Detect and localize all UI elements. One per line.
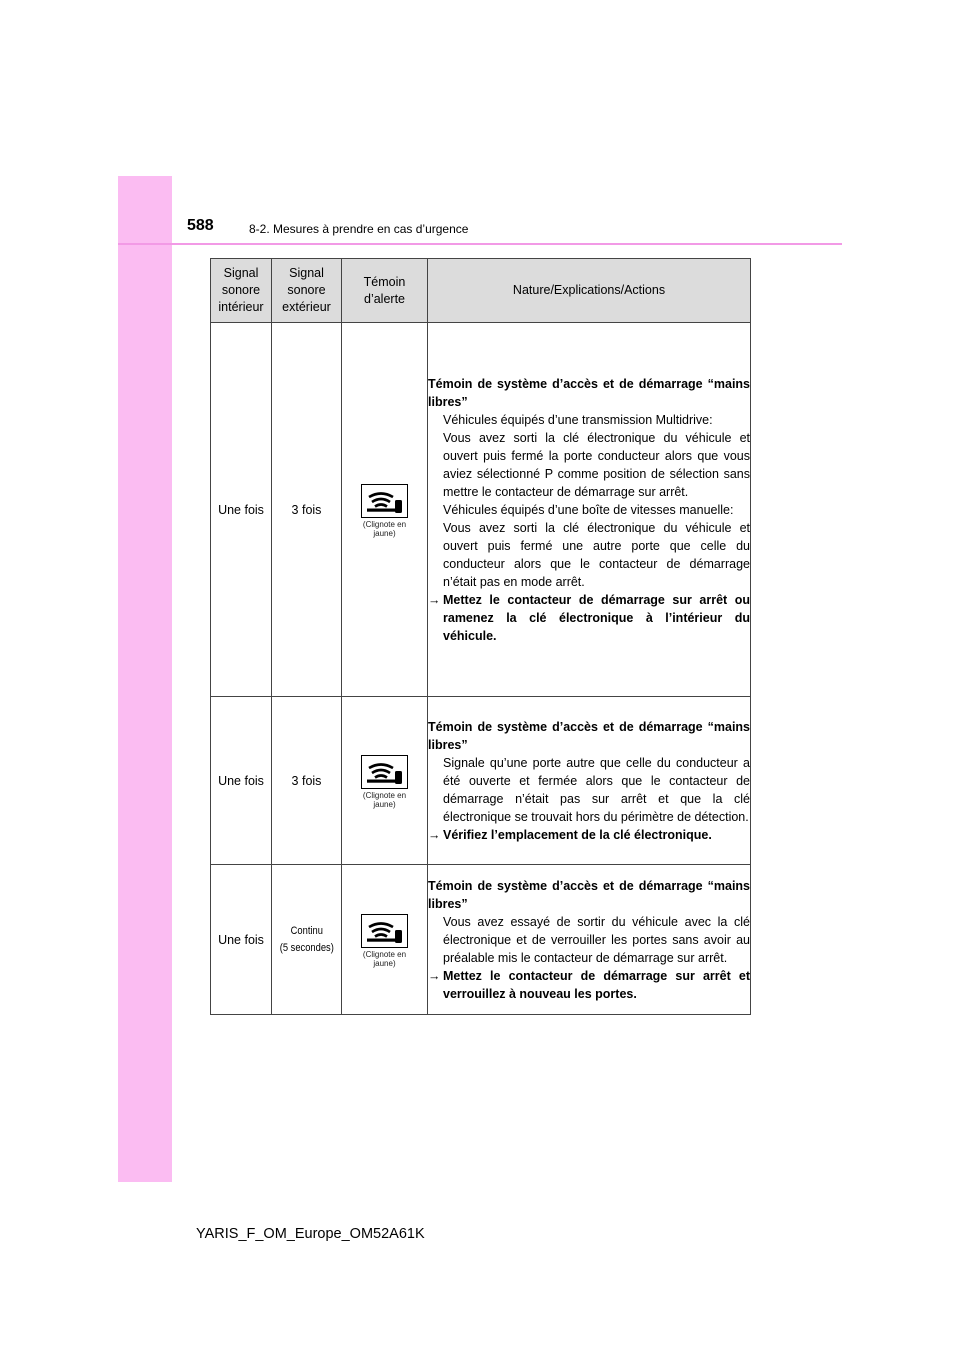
action-text: Mettez le contacteur de démarrage sur arrêt et verrouillez à nouveau les portes. (443, 968, 750, 1001)
detail-line: Véhicules équipés d’une transmission Multidrive: (443, 412, 713, 427)
caption-text: jaune) (373, 799, 396, 809)
caption-text: (Clignote en (362, 949, 407, 959)
header-text: d’alerte (364, 291, 405, 306)
header-warning-light (342, 259, 428, 323)
exterior-text-line: Continu (290, 924, 323, 937)
detail-line: Signale qu’une porte autre que celle du conducteur a été ouverte et fermée alors que le contacteur de démarrage n’était pas sur arrêt et que la clé électronique se trouvait hors du périmètre de détection. (443, 755, 750, 824)
arrow-icon: → (428, 968, 441, 983)
exterior-buzzer-text (279, 923, 333, 957)
smart-key-warning-icon (361, 755, 408, 789)
warning-buzzer-table (210, 258, 751, 1015)
exterior-buzzer-cell: 3 fois (272, 323, 342, 697)
row-title: Témoin de système d’accès et de démarrage “mains libres” (428, 878, 750, 911)
exterior-buzzer-cell (272, 865, 342, 1015)
header-text: sonore (221, 283, 261, 297)
action-line (428, 591, 750, 645)
interior-buzzer-cell: Une fois (211, 697, 272, 865)
header-text: Signal (289, 266, 324, 280)
caption-text: jaune) (373, 958, 396, 968)
header-interior-buzzer (211, 259, 272, 323)
chapter-title: 8-2. Mesures à prendre en cas d’urgence (249, 222, 469, 236)
detail-line: Vous avez sorti la clé électronique du véhicule et ouvert puis fermé la porte conducteur alors que vous aviez sélectionné P comme position de sélection sans mettre le contacteur de démarrage sur arrêt. (443, 430, 750, 499)
action-line (428, 967, 750, 1003)
indicator-cell (342, 697, 428, 865)
detail-line: Véhicules équipés d’une boîte de vitesses manuelle: (443, 502, 734, 517)
details-cell (428, 697, 751, 865)
table-row (211, 323, 751, 697)
header-text: sonore (287, 283, 326, 297)
header-divider (118, 243, 842, 245)
caption-text: (Clignote en (362, 790, 407, 800)
page-number: 588 (187, 217, 214, 234)
action-text: Mettez le contacteur de démarrage sur arrêt ou ramenez la clé électronique à l’intérieur du véhicule. (443, 592, 750, 643)
indicator-caption (342, 950, 427, 968)
interior-buzzer-cell: Une fois (211, 323, 272, 697)
header-details: Nature/Explications/Actions (428, 259, 751, 323)
document-footer: YARIS_F_OM_Europe_OM52A61K (196, 1226, 425, 1242)
indicator-cell (342, 323, 428, 697)
header-text: Signal (223, 266, 259, 280)
indicator-caption (342, 520, 427, 538)
table-row (211, 865, 751, 1015)
detail-line: Vous avez essayé de sortir du véhicule avec la clé électronique et de verrouiller les portes sans avoir au préalable mis le contacteur de démarrage sur arrêt. (443, 914, 750, 965)
table-row (211, 697, 751, 865)
action-text: Vérifiez l’emplacement de la clé électronique. (443, 827, 712, 842)
header-text: Témoin (363, 274, 406, 289)
smart-key-warning-icon (361, 484, 408, 518)
row-title: Témoin de système d’accès et de démarrage “mains libres” (428, 719, 750, 752)
exterior-text-line: (5 secondes) (279, 941, 334, 954)
side-color-band (118, 176, 172, 1182)
interior-buzzer-cell: Une fois (211, 865, 272, 1015)
table-header-row (211, 259, 751, 323)
header-text: intérieur (218, 300, 264, 314)
indicator-caption (342, 791, 427, 809)
indicator-cell (342, 865, 428, 1015)
caption-text: (Clignote en (362, 519, 407, 529)
header-text: extérieur (282, 300, 331, 314)
details-cell (428, 865, 751, 1015)
smart-key-warning-icon (361, 914, 408, 948)
exterior-buzzer-cell: 3 fois (272, 697, 342, 865)
action-line (428, 826, 750, 844)
arrow-icon: → (428, 827, 441, 842)
details-cell (428, 323, 751, 697)
detail-line: Vous avez sorti la clé électronique du véhicule et ouvert puis fermé une autre porte que celle du conducteur alors que le contacteur de démarrage n’était pas en mode arrêt. (443, 520, 750, 589)
header-exterior-buzzer (272, 259, 342, 323)
row-title: Témoin de système d’accès et de démarrage “mains libres” (428, 376, 750, 409)
arrow-icon: → (428, 592, 441, 607)
caption-text: jaune) (373, 528, 396, 538)
